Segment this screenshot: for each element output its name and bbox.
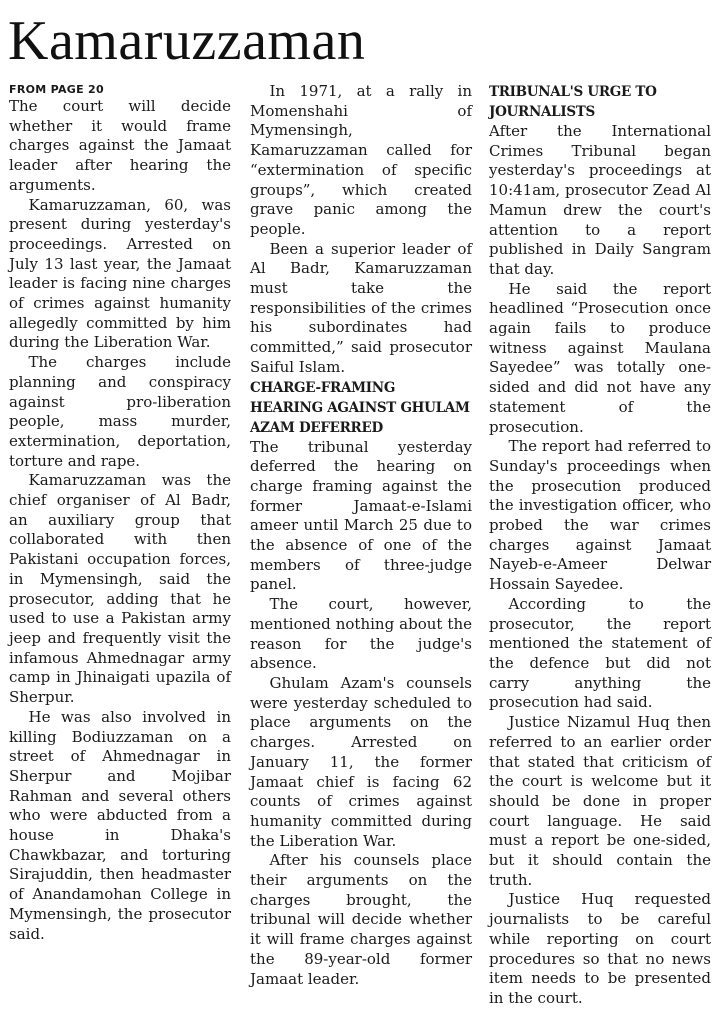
paragraph: The report had referred to Sunday's proceedings when the prosecution produced the investigation officer, who probed the war crimes charges against Jamaat Nayeb-e-Ameer Delwar Hossain Sayedee.: [489, 437, 711, 594]
column-3: [489, 82, 711, 1007]
paragraph: He said the report headlined “Prosecution once again fails to produce witness against Maulana Sayedee” was totally one-sided and did not have any statement of the prosecution.: [489, 279, 711, 436]
paragraph: Ghulam Azam's counsels were yesterday scheduled to place arguments on the charges. Arrested on January 11, the former Jamaat chief is facing 62 counts of crimes against humanity committed during the Liberation War.: [250, 673, 472, 850]
paragraph: The tribunal yesterday deferred the hearing on charge framing against the former Jamaat-e-Islami ameer until March 25 due to the absence of one of the members of three-judge panel.: [250, 437, 472, 594]
paragraph: Been a superior leader of Al Badr, Kamaruzzaman must take the responsibilities of the crimes his subordinates had committed,” said prosecutor Saiful Islam.: [250, 239, 472, 376]
headline: Kamaruzzaman: [8, 10, 366, 72]
from-page-label: FROM PAGE 20: [9, 83, 104, 96]
column-1: [9, 82, 231, 956]
subheading-tribunal-urge: TRIBUNAL'S URGE TO JOURNALISTS: [489, 84, 657, 120]
paragraph: In 1971, at a rally in Momenshahi of Mymensingh, Kamaruzzaman called for “extermination of specific groups”, which created grave panic among the people.: [250, 82, 472, 238]
paragraph: The court will decide whether it would frame charges against the Jamaat leader after hearing the arguments.: [9, 97, 231, 194]
paragraph: Justice Nizamul Huq then referred to an earlier order that stated that criticism of the court is welcome but it should be done in proper court language. He said must a report be one-sided, but it should contain the truth.: [489, 713, 711, 889]
paragraph: After the International Crimes Tribunal began yesterday's proceedings at 10:41am, prosecutor Zead Al Mamun drew the court's attention to a report published in Daily Sangram that day.: [489, 122, 711, 278]
subheading-charge-framing: CHARGE-FRAMING HEARING AGAINST GHULAM AZAM DEFERRED: [250, 379, 470, 436]
paragraph: After his counsels place their arguments on the charges brought, the tribunal will decide whether it will frame charges against the 89-year-old former Jamaat leader.: [250, 851, 472, 988]
column-2: [250, 82, 472, 988]
article-body: [9, 82, 721, 1007]
paragraph: The court, however, mentioned nothing about the reason for the judge's absence.: [250, 595, 472, 673]
paragraph: The charges include planning and conspiracy against pro-liberation people, mass murder, extermination, deportation, torture and rape.: [9, 353, 231, 470]
paragraph: He was also involved in killing Bodiuzzaman on a street of Ahmednagar in Sherpur and Mojibar Rahman and several others who were abducted from a house in Dhaka's Chawkbazar, and torturing Sirajuddin, then headmaster of Anandamohan College in Mymensingh, the prosecutor said.: [9, 707, 231, 943]
paragraph: Kamaruzzaman, 60, was present during yesterday's proceedings. Arrested on July 13 last year, the Jamaat leader is facing nine charges of crimes against humanity allegedly committed by him during the Liberation War.: [9, 195, 231, 352]
paragraph: Justice Huq requested journalists to be careful while reporting on court procedures so that no news item needs to be presented in the court.: [489, 890, 711, 1007]
paragraph: Kamaruzzaman was the chief organiser of Al Badr, an auxiliary group that collaborated with then Pakistani occupation forces, in Mymensingh, said the prosecutor, adding that he used to use a Pakistan army jeep and frequently visit the infamous Ahmednagar army camp in Jhinaigati upazila of Sherpur.: [9, 471, 231, 707]
paragraph: According to the prosecutor, the report mentioned the statement of the defence but did not carry anything the prosecution had said.: [489, 594, 711, 712]
